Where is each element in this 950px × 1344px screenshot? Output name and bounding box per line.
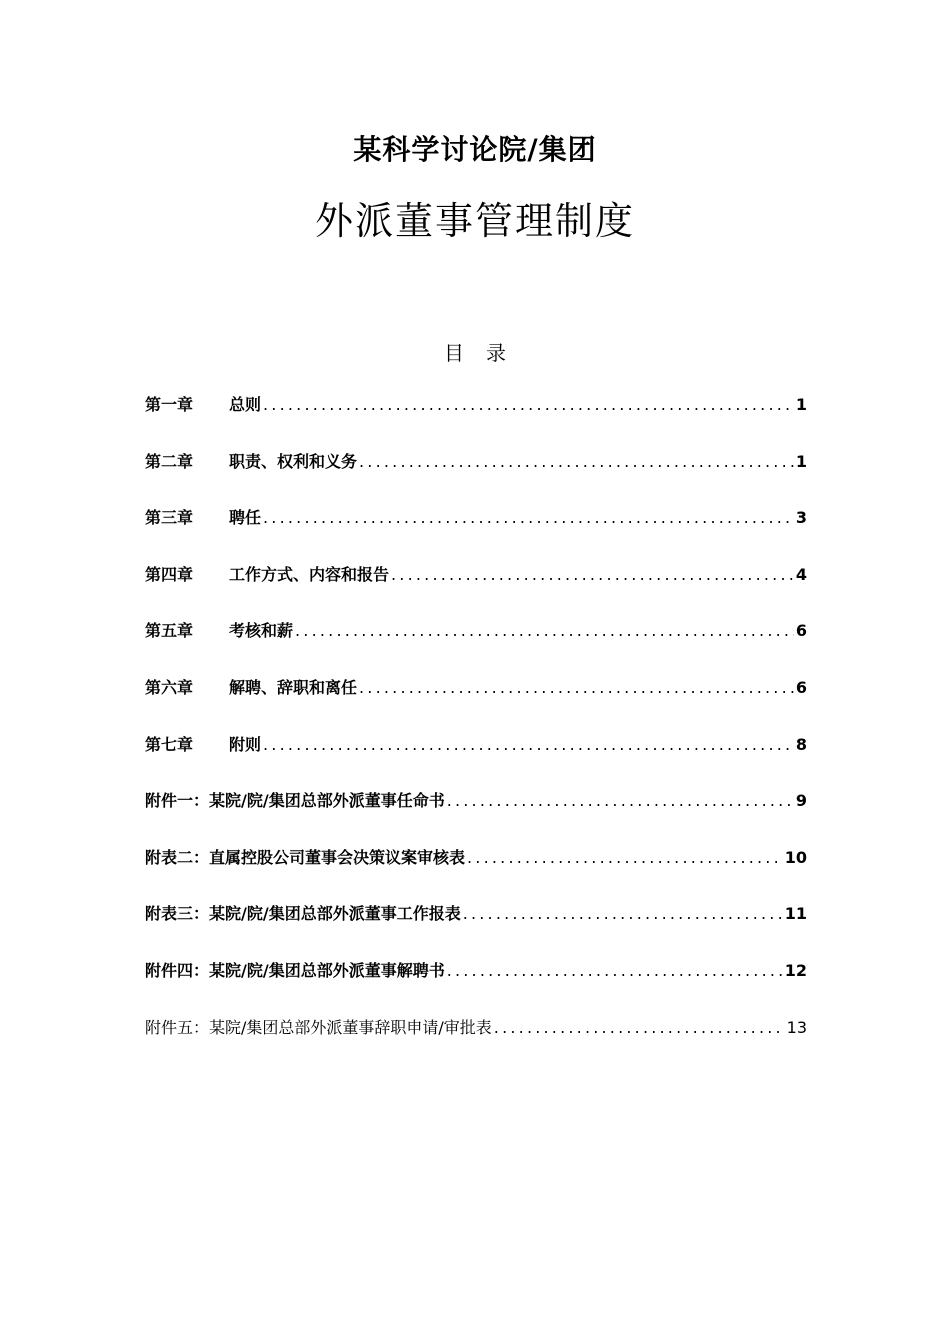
toc-dot-leader [295,621,794,640]
toc-page-number: 6 [795,621,807,641]
toc-entry-title: 考核和薪 [229,621,294,641]
toc-heading: 目录 [444,341,528,365]
toc-entry-title: 附件一：某院/院/集团总部外派董事任命书 [145,791,445,811]
toc-dot-leader [447,961,783,980]
toc-entry-ch4[interactable] [145,562,807,619]
toc-page-number: 12 [784,960,807,980]
toc-dot-leader [463,904,783,923]
toc-page-number: 13 [786,1017,807,1037]
toc-entry-ch5[interactable] [145,618,807,675]
toc-dot-leader [263,508,794,527]
toc-dot-leader [494,1018,785,1037]
toc-page-number: 1 [795,395,807,414]
toc-entry-annex2[interactable] [145,845,807,902]
org-title: 某科学讨论院/集团 [353,133,597,166]
toc-entry-title: 附表二：直属控股公司董事会决策议案审核表 [145,847,466,867]
toc-dot-leader [359,452,794,471]
toc-chapter-number: 第七章 [145,734,194,754]
toc-entry-title: 总则 [229,395,262,414]
toc-page-number: 1 [795,451,807,471]
toc-entry-title: 附表三：某院/院/集团总部外派董事工作报表 [145,904,461,924]
toc-entry-title: 附则 [229,734,262,754]
toc-chapter-number: 第一章 [145,395,194,414]
toc-entry-annex1[interactable] [145,788,807,845]
toc-entry-title: 工作方式、内容和报告 [229,564,390,584]
toc-entry-ch1[interactable] [145,392,807,449]
table-of-contents [145,392,807,1071]
toc-page-number: 6 [795,677,807,697]
toc-page-number: 8 [795,734,807,754]
toc-entry-ch6[interactable] [145,675,807,732]
toc-chapter-number: 第三章 [145,508,194,528]
toc-entry-title: 职责、权利和义务 [229,451,358,471]
toc-entry-annex5[interactable] [145,1015,807,1072]
toc-dot-leader [467,848,783,867]
toc-chapter-number: 第四章 [145,564,194,584]
toc-entry-title: 附件五：某院/集团总部外派董事辞职申请/审批表 [145,1017,492,1037]
toc-page-number: 11 [784,904,807,924]
toc-chapter-number: 第六章 [145,677,194,697]
toc-entry-ch7[interactable] [145,732,807,789]
toc-entry-ch3[interactable] [145,505,807,562]
toc-entry-annex3[interactable] [145,901,807,958]
toc-page-number: 4 [795,564,807,584]
toc-entry-title: 聘任 [229,508,262,528]
toc-page-number: 9 [795,791,807,811]
toc-chapter-number: 第五章 [145,621,194,641]
toc-dot-leader [447,791,794,810]
toc-page-number: 10 [784,847,807,867]
toc-dot-leader [263,395,794,414]
toc-entry-title: 解聘、辞职和离任 [229,677,358,697]
toc-dot-leader [263,735,794,754]
document-title: 外派董事管理制度 [314,199,635,243]
toc-entry-ch2[interactable] [145,449,807,506]
toc-dot-leader [391,565,794,584]
toc-page-number: 3 [795,508,807,528]
toc-chapter-number: 第二章 [145,451,194,471]
toc-entry-title: 附件四：某院/院/集团总部外派董事解聘书 [145,960,445,980]
toc-dot-leader [359,678,794,697]
toc-entry-annex4[interactable] [145,958,807,1015]
